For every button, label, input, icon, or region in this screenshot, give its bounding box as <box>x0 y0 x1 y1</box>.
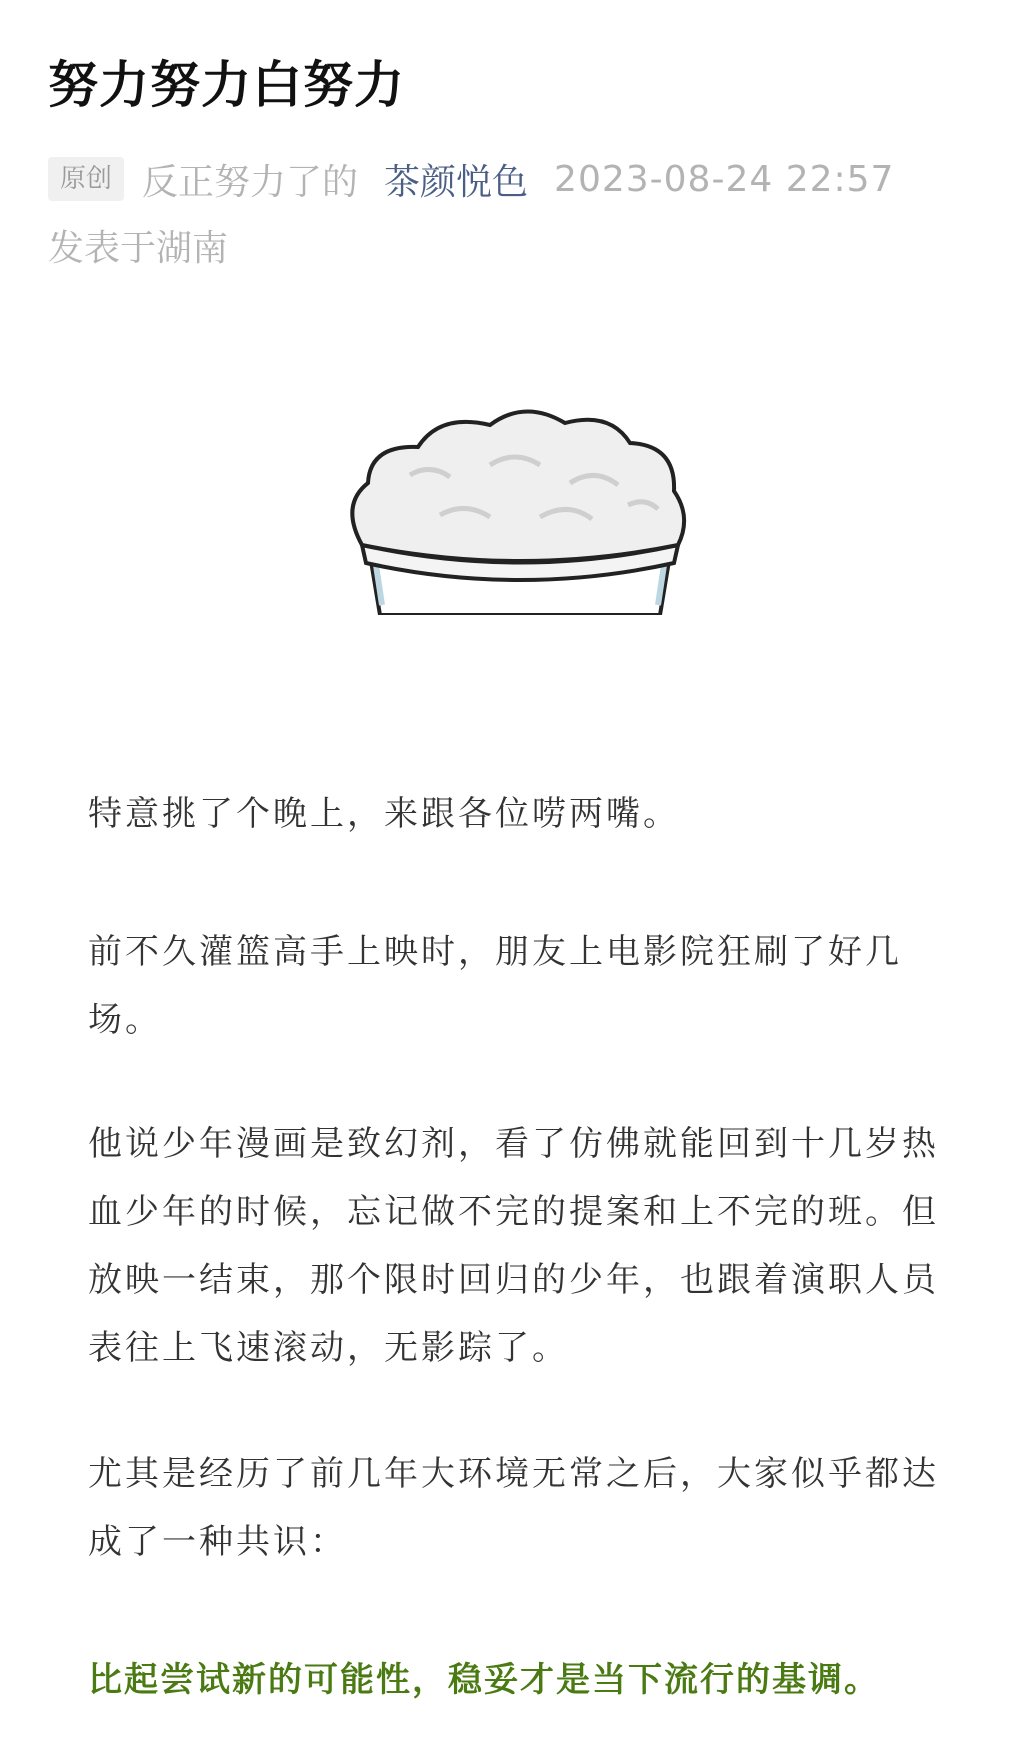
body-paragraph: 他说少年漫画是致幻剂，看了仿佛就能回到十几岁热血少年的时候，忘记做不完的提案和上不完的班。但放映一结束，那个限时回归的少年，也跟着演职人员表往上飞速滚动，无影踪了。 <box>88 1124 939 1368</box>
article-illustration <box>340 405 700 615</box>
body-paragraph: 前不久灌篮高手上映时，朋友上电影院狂刷了好几场。 <box>88 932 902 1040</box>
highlighted-paragraph: 比起尝试新的可能性，稳妥才是当下流行的基调。 <box>88 1660 880 1700</box>
author-name: 反正努力了的 <box>142 161 359 203</box>
publish-location: 发表于湖南 <box>48 228 229 269</box>
account-name-link[interactable]: 茶颜悦色 <box>384 161 529 203</box>
ice-cream-cup-icon <box>340 405 700 615</box>
publish-time: 2023-08-24 22:57 <box>554 158 895 200</box>
body-paragraph: 尤其是经历了前几年大环境无常之后，大家似乎都达成了一种共识： <box>88 1454 939 1562</box>
original-badge: 原创 <box>48 157 124 201</box>
article-title: 努力努力白努力 <box>48 56 405 114</box>
body-paragraph: 特意挑了个晚上，来跟各位唠两嘴。 <box>88 794 680 834</box>
article-meta <box>48 154 894 204</box>
